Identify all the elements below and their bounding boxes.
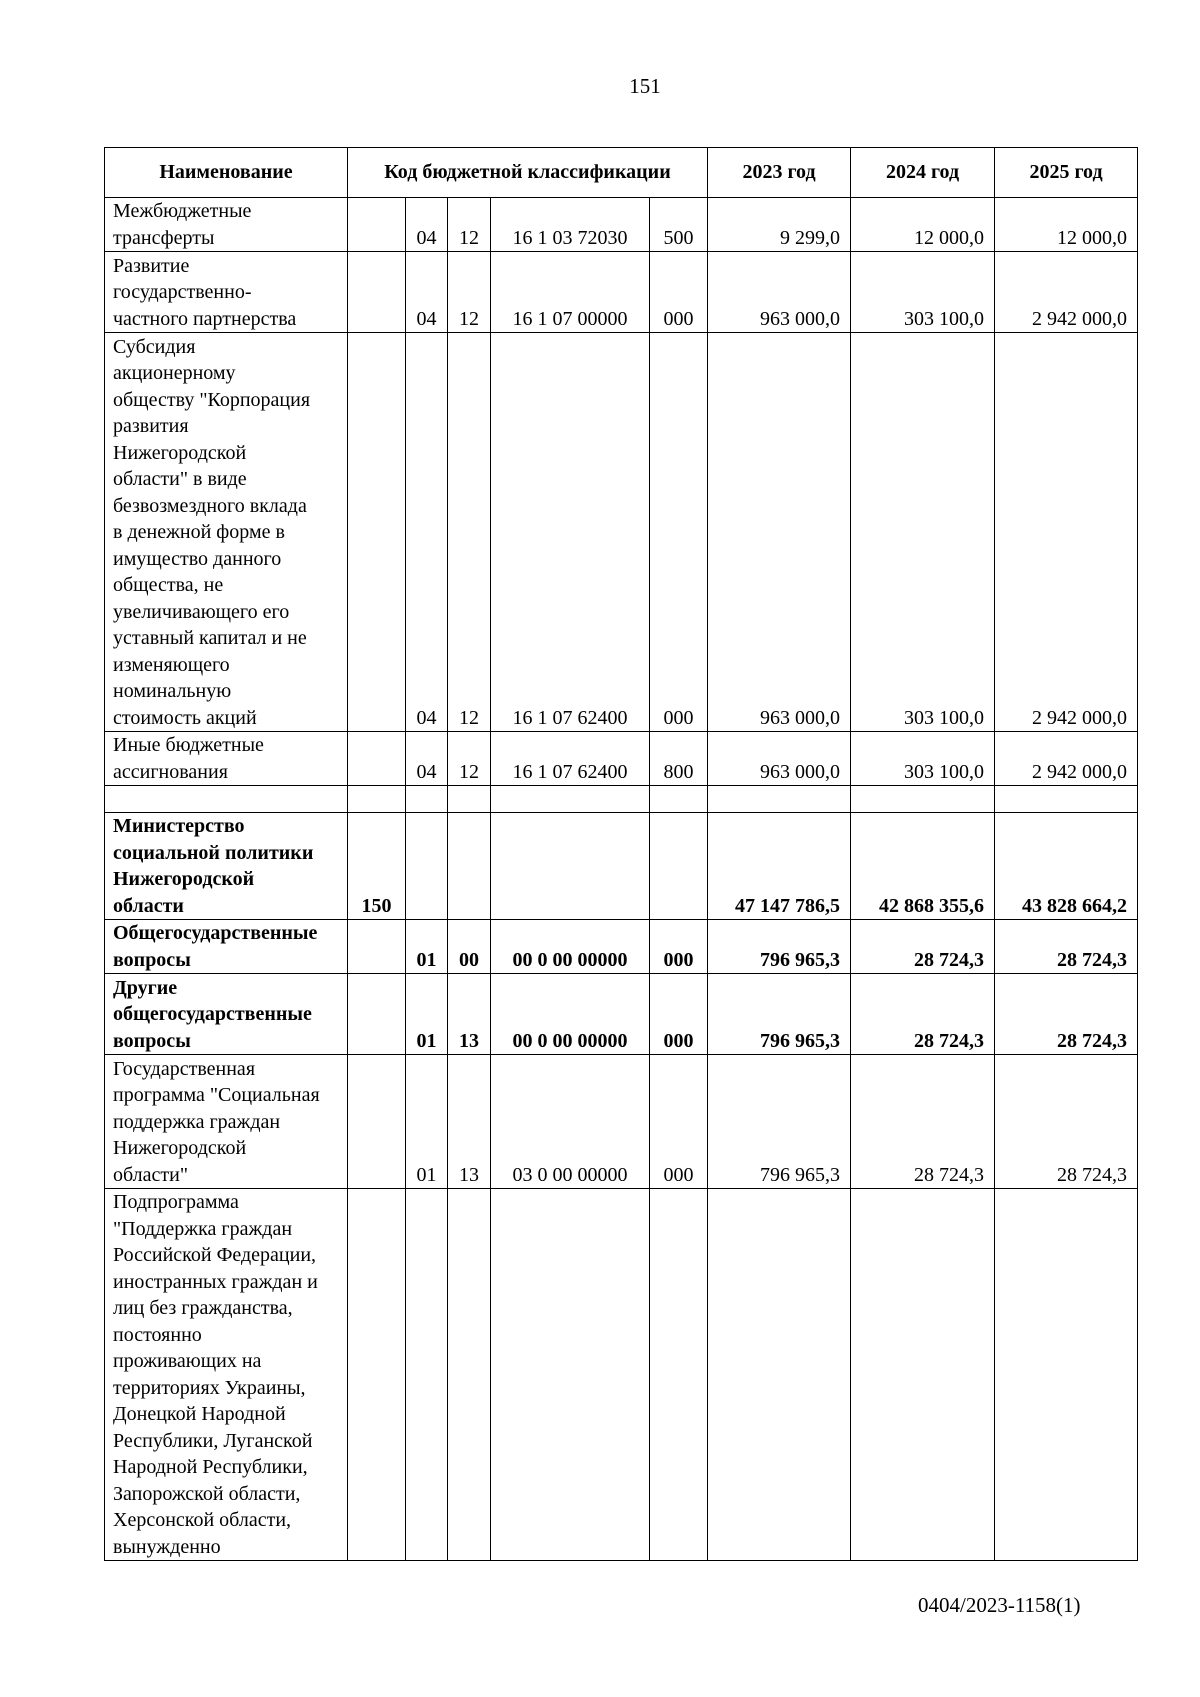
table-row <box>105 252 1138 333</box>
cell-amount-2025: 12 000,0 <box>995 198 1138 252</box>
cell-subsection: 13 <box>448 1055 491 1189</box>
table-row <box>105 920 1138 974</box>
cell-name: Иные бюджетные ассигнования <box>105 732 348 786</box>
cell-ministry-code <box>348 732 406 786</box>
cell-amount-2023: 796 965,3 <box>708 974 851 1055</box>
cell-target-article <box>491 786 650 813</box>
cell-subsection <box>448 1189 491 1561</box>
cell-target-article: 16 1 07 62400 <box>491 732 650 786</box>
cell-amount-2024: 28 724,3 <box>851 920 995 974</box>
cell-amount-2023: 963 000,0 <box>708 732 851 786</box>
header-name: Наименование <box>105 148 348 198</box>
table-row <box>105 333 1138 732</box>
header-year-2025: 2025 год <box>995 148 1138 198</box>
cell-subsection: 00 <box>448 920 491 974</box>
cell-name: Общегосударственные вопросы <box>105 920 348 974</box>
cell-section <box>406 786 448 813</box>
cell-subsection: 13 <box>448 974 491 1055</box>
cell-subsection: 12 <box>448 198 491 252</box>
cell-amount-2023: 9 299,0 <box>708 198 851 252</box>
cell-amount-2024: 28 724,3 <box>851 1055 995 1189</box>
cell-name: Межбюджетные трансферты <box>105 198 348 252</box>
cell-name <box>105 786 348 813</box>
cell-subsection: 12 <box>448 333 491 732</box>
cell-expense-type <box>650 813 708 920</box>
cell-ministry-code <box>348 920 406 974</box>
cell-section: 04 <box>406 333 448 732</box>
cell-amount-2023: 796 965,3 <box>708 1055 851 1189</box>
cell-amount-2024: 303 100,0 <box>851 732 995 786</box>
cell-subsection: 12 <box>448 732 491 786</box>
cell-target-article <box>491 813 650 920</box>
cell-target-article: 00 0 00 00000 <box>491 920 650 974</box>
cell-amount-2023 <box>708 786 851 813</box>
cell-target-article: 00 0 00 00000 <box>491 974 650 1055</box>
cell-ministry-code: 150 <box>348 813 406 920</box>
document-code: 0404/2023-1158(1) <box>918 1593 1081 1617</box>
cell-section <box>406 813 448 920</box>
cell-expense-type: 000 <box>650 252 708 333</box>
cell-name: Подпрограмма "Поддержка граждан Российской Федерации, иностранных граждан и лиц без гражданства, постоянно проживающих на территориях Украины, Донецкой Народной Республики, Луганской Народной Республики, Запорожской области, Херсонской области, вынужденно <box>105 1189 348 1561</box>
cell-amount-2025 <box>995 1189 1138 1561</box>
cell-section: 04 <box>406 732 448 786</box>
cell-amount-2025: 28 724,3 <box>995 974 1138 1055</box>
cell-subsection <box>448 786 491 813</box>
cell-name: Государственная программа "Социальная поддержка граждан Нижегородской области" <box>105 1055 348 1189</box>
cell-section: 01 <box>406 920 448 974</box>
table-row <box>105 1189 1138 1561</box>
budget-table <box>104 147 1138 1561</box>
page-number: 151 <box>629 74 661 98</box>
cell-expense-type: 000 <box>650 920 708 974</box>
cell-target-article <box>491 1189 650 1561</box>
cell-amount-2024: 12 000,0 <box>851 198 995 252</box>
cell-expense-type: 000 <box>650 1055 708 1189</box>
table-row <box>105 198 1138 252</box>
cell-target-article: 16 1 07 62400 <box>491 333 650 732</box>
cell-amount-2025: 2 942 000,0 <box>995 252 1138 333</box>
cell-amount-2023: 963 000,0 <box>708 252 851 333</box>
cell-name: Другие общегосударственные вопросы <box>105 974 348 1055</box>
cell-amount-2024 <box>851 1189 995 1561</box>
cell-section: 01 <box>406 974 448 1055</box>
cell-expense-type: 500 <box>650 198 708 252</box>
cell-expense-type <box>650 786 708 813</box>
table-row <box>105 1055 1138 1189</box>
cell-amount-2023: 963 000,0 <box>708 333 851 732</box>
table-header-row <box>105 148 1138 198</box>
cell-amount-2025: 2 942 000,0 <box>995 333 1138 732</box>
cell-subsection <box>448 813 491 920</box>
cell-amount-2023 <box>708 1189 851 1561</box>
cell-target-article: 03 0 00 00000 <box>491 1055 650 1189</box>
cell-name: Министерство социальной политики Нижегородской области <box>105 813 348 920</box>
cell-ministry-code <box>348 252 406 333</box>
cell-amount-2023: 796 965,3 <box>708 920 851 974</box>
table-row <box>105 732 1138 786</box>
cell-ministry-code <box>348 786 406 813</box>
cell-ministry-code <box>348 333 406 732</box>
cell-ministry-code <box>348 1055 406 1189</box>
cell-target-article: 16 1 03 72030 <box>491 198 650 252</box>
header-year-2024: 2024 год <box>851 148 995 198</box>
cell-name: Развитие государственно- частного партнерства <box>105 252 348 333</box>
header-year-2023: 2023 год <box>708 148 851 198</box>
cell-section: 01 <box>406 1055 448 1189</box>
cell-ministry-code <box>348 974 406 1055</box>
cell-ministry-code <box>348 198 406 252</box>
cell-amount-2024: 303 100,0 <box>851 252 995 333</box>
cell-amount-2025: 2 942 000,0 <box>995 732 1138 786</box>
cell-amount-2023: 47 147 786,5 <box>708 813 851 920</box>
cell-amount-2025 <box>995 786 1138 813</box>
cell-section <box>406 1189 448 1561</box>
table-row <box>105 974 1138 1055</box>
table-row <box>105 786 1138 813</box>
cell-expense-type: 000 <box>650 333 708 732</box>
cell-section: 04 <box>406 198 448 252</box>
cell-amount-2024: 42 868 355,6 <box>851 813 995 920</box>
cell-name: Субсидия акционерному обществу "Корпорация развития Нижегородской области" в виде безвозмездного вклада в денежной форме в имущество данного общества, не увеличивающего его уставный капитал и не изменяющего номинальную стоимость акций <box>105 333 348 732</box>
cell-expense-type: 800 <box>650 732 708 786</box>
table-body <box>105 198 1138 1561</box>
cell-ministry-code <box>348 1189 406 1561</box>
cell-amount-2024 <box>851 786 995 813</box>
header-budget-code: Код бюджетной классификации <box>348 148 708 198</box>
table-row <box>105 813 1138 920</box>
cell-target-article: 16 1 07 00000 <box>491 252 650 333</box>
cell-amount-2024: 28 724,3 <box>851 974 995 1055</box>
cell-expense-type: 000 <box>650 974 708 1055</box>
cell-amount-2025: 28 724,3 <box>995 1055 1138 1189</box>
cell-amount-2025: 28 724,3 <box>995 920 1138 974</box>
cell-section: 04 <box>406 252 448 333</box>
cell-expense-type <box>650 1189 708 1561</box>
cell-subsection: 12 <box>448 252 491 333</box>
cell-amount-2024: 303 100,0 <box>851 333 995 732</box>
cell-amount-2025: 43 828 664,2 <box>995 813 1138 920</box>
